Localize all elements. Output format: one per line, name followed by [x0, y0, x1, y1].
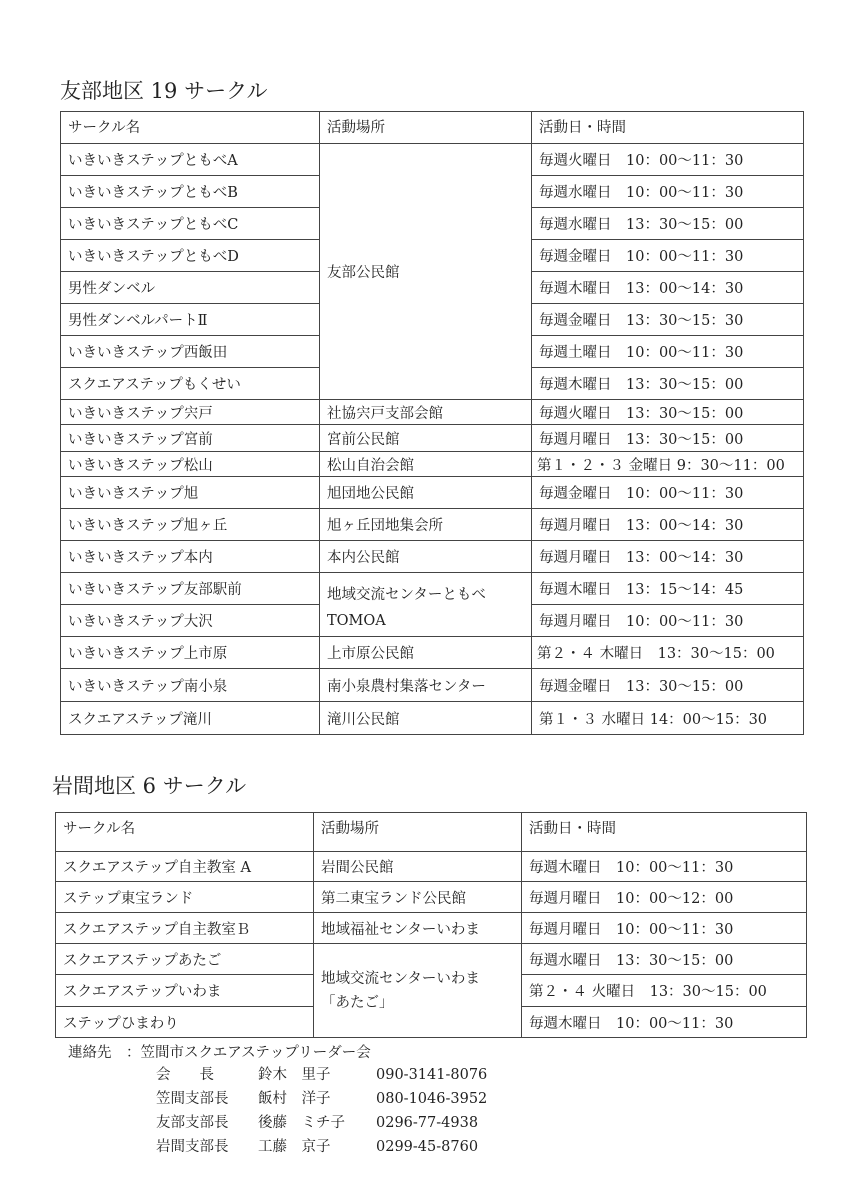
circle-name: スクエアステップいわま	[56, 975, 314, 1007]
contact-list	[68, 1065, 568, 1165]
location-line-1: 地域交流センターともべ	[327, 587, 486, 603]
schedule: 第１・３ 水曜日 14：00〜15：30	[532, 702, 804, 735]
schedule: 毎週金曜日 13：30〜15：30	[532, 304, 804, 336]
schedule: 毎週火曜日 13：30〜15：00	[532, 400, 804, 425]
contact-phone: 0299-45-8760	[376, 1139, 479, 1155]
location-merged	[320, 573, 532, 637]
location: 南小泉農村集落センター	[320, 669, 532, 702]
location-merged	[314, 944, 522, 1038]
schedule: 毎週金曜日 10：00〜11：30	[532, 240, 804, 272]
circle-name: いきいきステップ旭ヶ丘	[61, 509, 320, 541]
header-schedule: 活動日・時間	[532, 112, 804, 144]
schedule: 毎週月曜日 13：00〜14：30	[532, 541, 804, 573]
section-title-tomobe: 友部地区 19 サークル	[60, 79, 268, 103]
table-row	[56, 852, 807, 882]
circle-name: ステップ東宝ランド	[56, 882, 314, 913]
schedule: 第２・４ 木曜日 13：30〜15：00	[532, 637, 804, 669]
table-header-row	[56, 813, 807, 852]
circle-name: いきいきステップ友部駅前	[61, 573, 320, 605]
schedule: 毎週木曜日 13：15〜14：45	[532, 573, 804, 605]
location-line-2: TOMOA	[327, 613, 386, 629]
section-title-iwama: 岩間地区 6 サークル	[52, 774, 247, 798]
table-header-row	[61, 112, 804, 144]
contact-name: 工藤 京子	[258, 1139, 331, 1155]
circle-name: いきいきステップともべD	[61, 240, 320, 272]
location: 宮前公民館	[320, 425, 532, 452]
schedule: 毎週水曜日 13：30〜15：00	[532, 208, 804, 240]
table-row	[61, 637, 804, 669]
table-row	[56, 913, 807, 944]
contact-name: 後藤 ミチ子	[258, 1115, 345, 1131]
table-row	[61, 452, 804, 477]
circle-table-tomobe	[60, 111, 804, 735]
schedule: 毎週木曜日 13：00〜14：30	[532, 272, 804, 304]
contact-name: 飯村 洋子	[258, 1091, 331, 1107]
header-location: 活動場所	[320, 112, 532, 144]
location: 社協宍戸支部会館	[320, 400, 532, 425]
schedule: 第２・４ 火曜日 13：30〜15：00	[522, 975, 807, 1007]
table-row	[61, 541, 804, 573]
schedule: 毎週火曜日 10：00〜11：30	[532, 144, 804, 176]
header-schedule: 活動日・時間	[522, 813, 807, 852]
location: 友部公民館	[320, 144, 532, 400]
location: 上市原公民館	[320, 637, 532, 669]
contact-title: 会 長	[156, 1067, 214, 1083]
contact-title: 岩間支部長	[156, 1139, 229, 1155]
table-row	[61, 509, 804, 541]
circle-name: いきいきステップ南小泉	[61, 669, 320, 702]
schedule: 毎週木曜日 10：00〜11：30	[522, 852, 807, 882]
circle-name: 男性ダンベル	[61, 272, 320, 304]
circle-name: いきいきステップともべC	[61, 208, 320, 240]
circle-name: いきいきステップ旭	[61, 477, 320, 509]
circle-name: いきいきステップ本内	[61, 541, 320, 573]
location: 松山自治会館	[320, 452, 532, 477]
location: 岩間公民館	[314, 852, 522, 882]
contact-phone: 0296-77-4938	[376, 1115, 479, 1131]
contact-name: 鈴木 里子	[258, 1067, 331, 1083]
schedule: 第１・２・３ 金曜日 9：30〜11：00	[532, 452, 804, 477]
contact-phone: 080-1046-3952	[376, 1091, 488, 1107]
circle-name: いきいきステップ松山	[61, 452, 320, 477]
table-row	[61, 144, 804, 176]
schedule: 毎週月曜日 10：00〜11：30	[532, 605, 804, 637]
header-location: 活動場所	[314, 813, 522, 852]
schedule: 毎週水曜日 13：30〜15：00	[522, 944, 807, 975]
table-row	[61, 573, 804, 605]
table-row	[61, 669, 804, 702]
circle-name: スクエアステップ自主教室Ｂ	[56, 913, 314, 944]
table-row	[61, 425, 804, 452]
table-row	[61, 702, 804, 735]
circle-name: いきいきステップともべA	[61, 144, 320, 176]
circle-name: いきいきステップともべB	[61, 176, 320, 208]
circle-name: いきいきステップ上市原	[61, 637, 320, 669]
table-row	[61, 400, 804, 425]
contact-phone: 090-3141-8076	[376, 1067, 488, 1083]
schedule: 毎週金曜日 10：00〜11：30	[532, 477, 804, 509]
contact-title: 笠間支部長	[156, 1091, 229, 1107]
circle-name: いきいきステップ宮前	[61, 425, 320, 452]
circle-name: スクエアステップ自主教室 A	[56, 852, 314, 882]
schedule: 毎週月曜日 13：00〜14：30	[532, 509, 804, 541]
circle-name: いきいきステップ西飯田	[61, 336, 320, 368]
header-circle-name: サークル名	[61, 112, 320, 144]
circle-name: スクエアステップもくせい	[61, 368, 320, 400]
circle-name: ステップひまわり	[56, 1007, 314, 1038]
circle-name: スクエアステップ滝川	[61, 702, 320, 735]
schedule: 毎週月曜日 10：00〜12：00	[522, 882, 807, 913]
schedule: 毎週月曜日 13：30〜15：00	[532, 425, 804, 452]
location: 滝川公民館	[320, 702, 532, 735]
schedule: 毎週木曜日 13：30〜15：00	[532, 368, 804, 400]
location: 第二東宝ランド公民館	[314, 882, 522, 913]
location: 地域福祉センターいわま	[314, 913, 522, 944]
table-row	[56, 882, 807, 913]
table-row	[56, 944, 807, 975]
contact-label: 連絡先 ：笠間市スクエアステップリーダー会	[68, 1045, 371, 1061]
location: 本内公民館	[320, 541, 532, 573]
schedule: 毎週月曜日 10：00〜11：30	[522, 913, 807, 944]
location-line-1: 地域交流センターいわま	[321, 970, 480, 987]
circle-table-iwama	[55, 812, 807, 1038]
circle-name: いきいきステップ宍戸	[61, 400, 320, 425]
schedule: 毎週水曜日 10：00〜11：30	[532, 176, 804, 208]
circle-name: いきいきステップ大沢	[61, 605, 320, 637]
contact-title: 友部支部長	[156, 1115, 229, 1131]
schedule: 毎週金曜日 13：30〜15：00	[532, 669, 804, 702]
location: 旭団地公民館	[320, 477, 532, 509]
schedule: 毎週土曜日 10：00〜11：30	[532, 336, 804, 368]
header-circle-name: サークル名	[56, 813, 314, 852]
location: 旭ヶ丘団地集会所	[320, 509, 532, 541]
table-row	[61, 477, 804, 509]
circle-name: スクエアステップあたご	[56, 944, 314, 975]
location-line-2: 「あたご」	[321, 994, 394, 1011]
schedule: 毎週木曜日 10：00〜11：30	[522, 1007, 807, 1038]
circle-name: 男性ダンベルパートⅡ	[61, 304, 320, 336]
